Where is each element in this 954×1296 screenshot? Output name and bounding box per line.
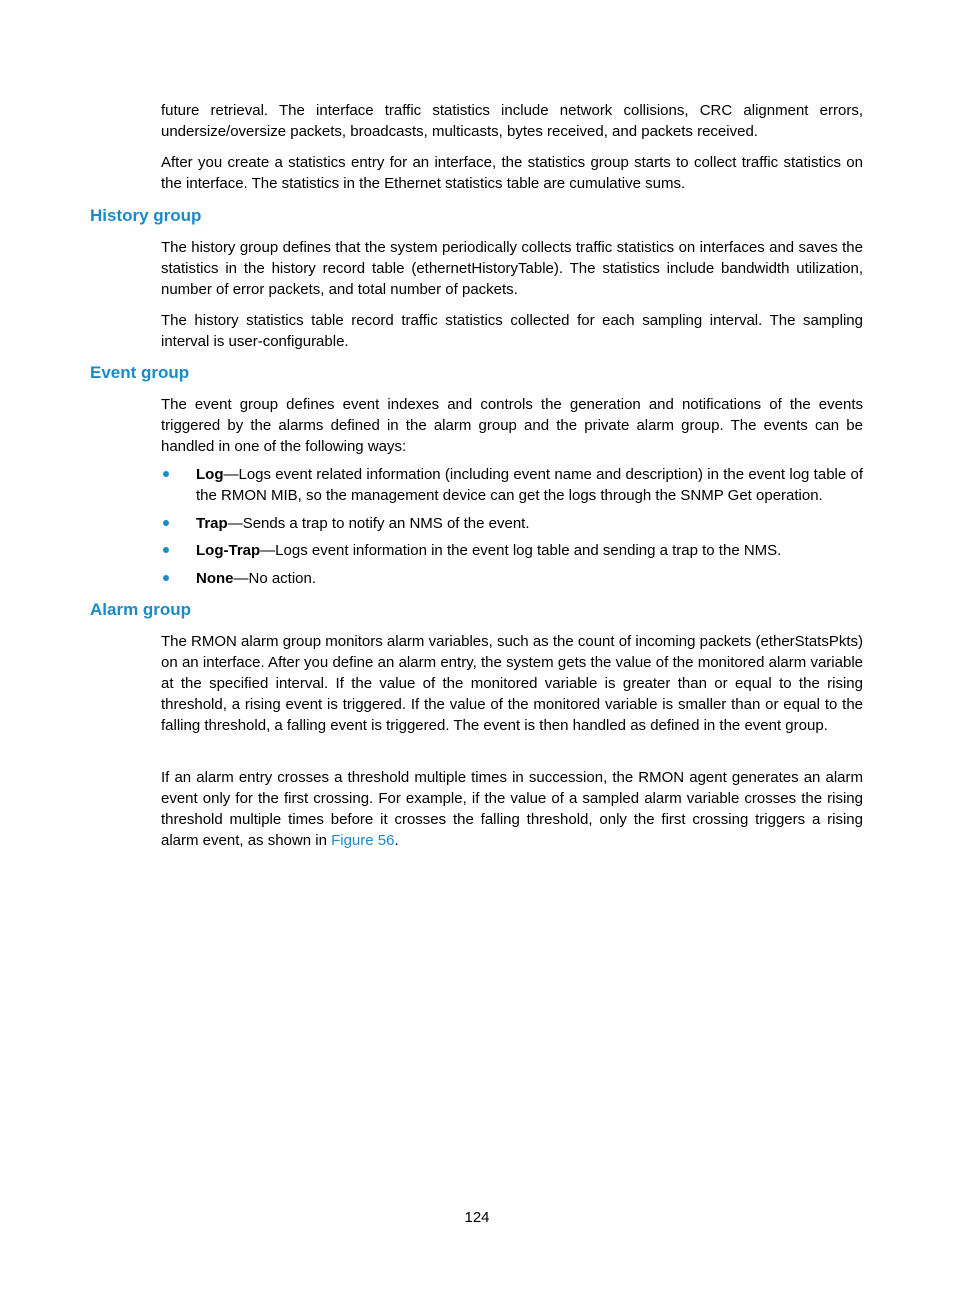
intro-paragraph-2: After you create a statistics entry for an interface, the statistics group starts to collect traffic statistics on the interface. The statistics in the Ethernet statistics table are cumulative sums. [161,154,863,192]
bullet-text: —No action. [233,570,317,587]
bullet-item-log-trap [161,540,863,561]
bullet-term: Log-Trap [196,542,261,559]
alarm-group-paragraph-1: The RMON alarm group monitors alarm variables, such as the count of incoming packets (etherStatsPkts) on an interface. After you define an alarm entry, the system gets the value of the monitored alarm variable at the specified interval. If the value of the monitored variable is greater than or equal to the rising threshold, a rising event is triggered. If the value of the monitored variable is smaller than or equal to the falling threshold, a falling event is triggered. The event is then handled as defined in the event group. [161,633,863,734]
bullet-item-log [161,464,863,506]
figure-56-link[interactable]: Figure 56 [331,832,395,849]
alarm-paragraph-text: If an alarm entry crosses a threshold multiple times in succession, the RMON agent generates an alarm event only for the first crossing. For example, if the value of a sampled alarm variable crosses the rising threshold multiple times before it crosses the falling threshold, only the first crossing triggers a rising alarm event, as shown in [161,769,863,849]
bullet-text: —Logs event information in the event log table and sending a trap to the NMS. [260,542,782,559]
alarm-group-paragraph-2 [161,767,863,851]
bullet-term: None [196,570,234,587]
alarm-group-heading: Alarm group [90,600,192,619]
event-group-heading: Event group [90,363,190,382]
history-group-paragraph-2: The history statistics table record traffic statistics collected for each sampling interval. The sampling interval is user-configurable. [161,312,863,350]
page-number: 124 [464,1209,490,1226]
bullet-item-trap [161,513,863,534]
history-group-paragraph-1: The history group defines that the system periodically collects traffic statistics on interfaces and saves the statistics in the history record table (ethernetHistoryTable). The statistics include bandwidth utilization, number of error packets, and total number of packets. [161,239,863,298]
bullet-term: Log [196,466,224,483]
alarm-paragraph-end: . [394,832,399,849]
bullet-item-none [161,568,863,589]
bullet-term: Trap [196,515,228,532]
intro-paragraph-1: future retrieval. The interface traffic statistics include network collisions, CRC alignment errors, undersize/oversize packets, broadcasts, multicasts, bytes received, and packets received. [161,102,863,140]
bullet-icon [163,575,169,581]
bullet-icon [163,547,169,553]
bullet-icon [163,471,169,477]
bullet-text: —Sends a trap to notify an NMS of the event. [227,515,530,532]
history-group-heading: History group [90,206,202,225]
bullet-text: —Logs event related information (including event name and description) in the event log table of the RMON MIB, so the management device can get the logs through the SNMP Get operation. [196,466,863,504]
event-group-paragraph: The event group defines event indexes and controls the generation and notifications of the events triggered by the alarms defined in the alarm group and the private alarm group. The events can be handled in one of the following ways: [161,396,863,455]
bullet-icon [163,520,169,526]
